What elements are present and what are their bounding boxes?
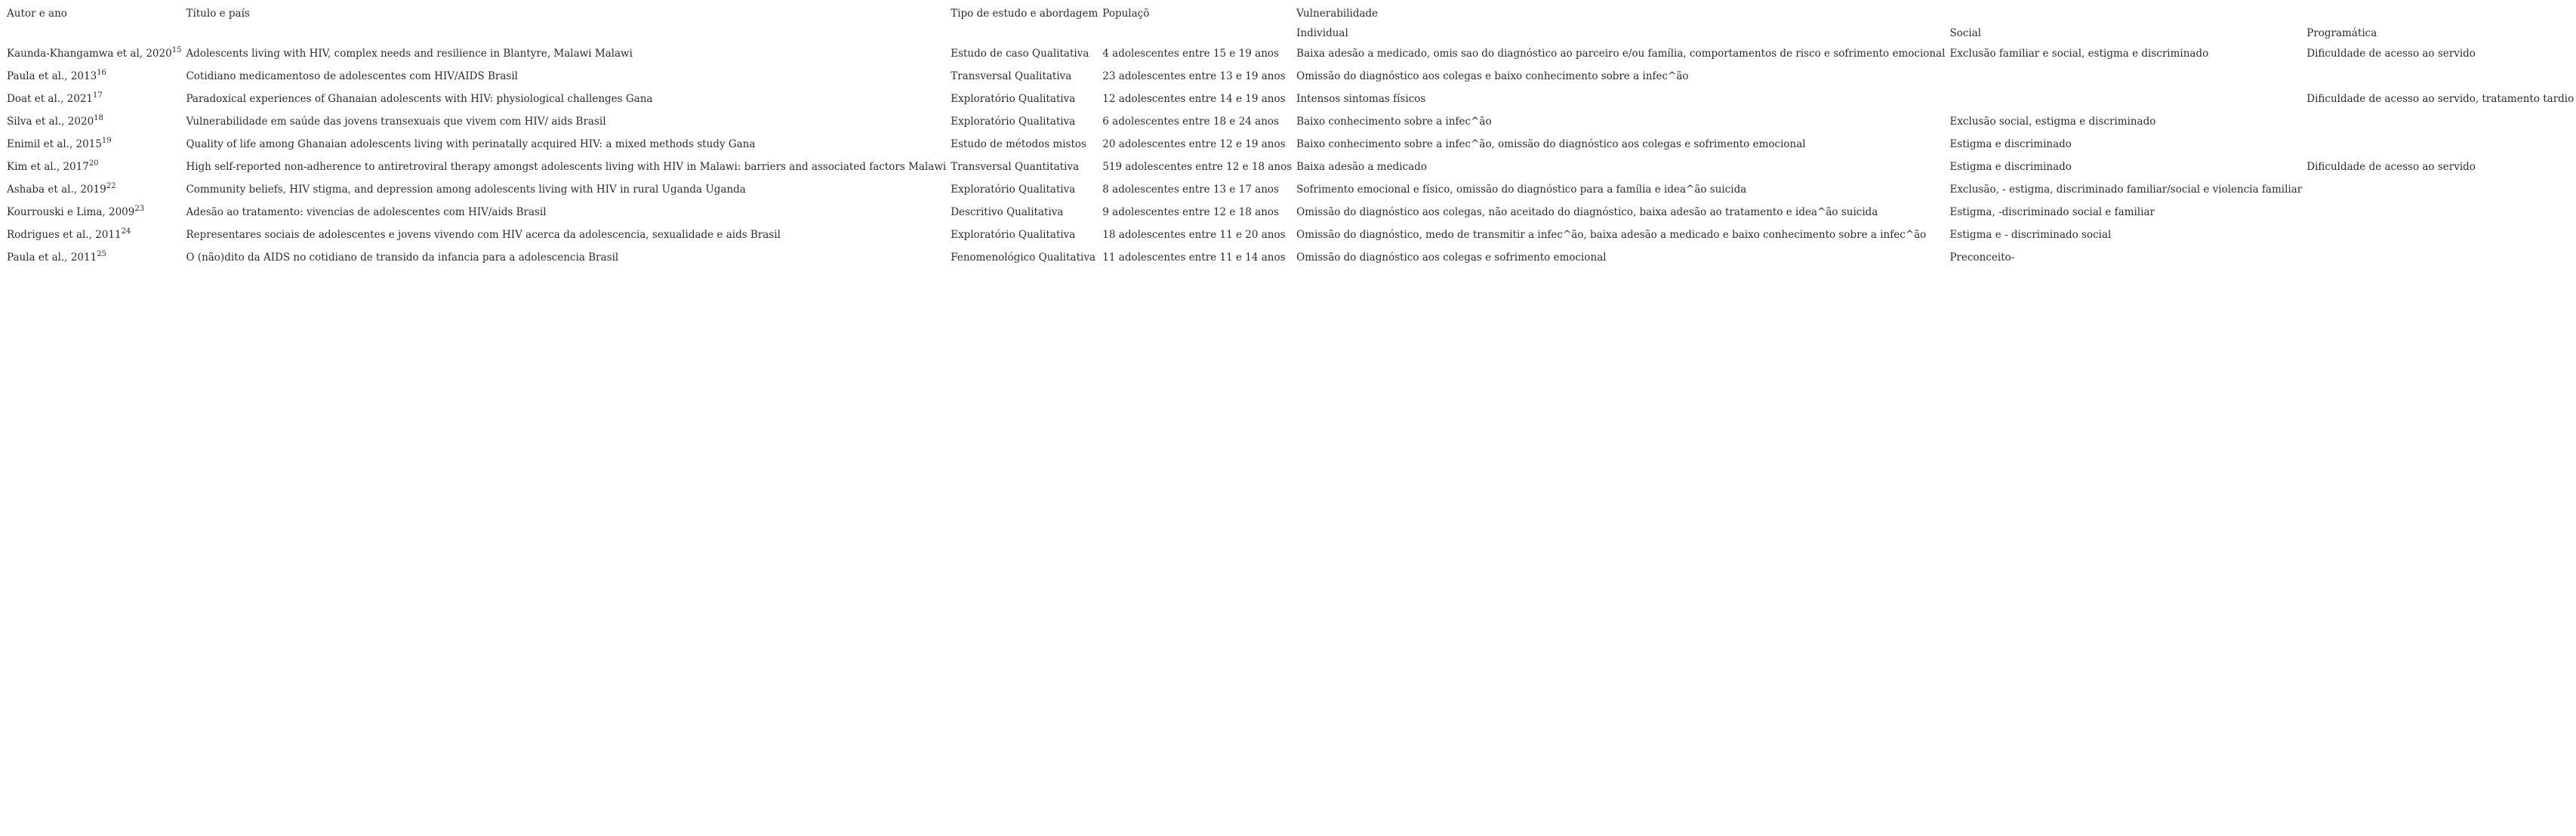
cell-titulo: Quality of life among Ghanaian adolescents living with perinatally acquired HIV: a mixed methods study Gana [186,138,756,150]
cell-individual: Intensos sintomas físicos [1296,93,1426,105]
header-populacao: Populaçõ [1102,8,1150,20]
cell-individual: Omissão do diagnóstico aos colegas, não aceitado do diagnóstico, baixa adesão ao tratamento e idea^ão suicida [1296,206,1878,218]
cell-social [1947,65,2304,88]
cell-autor [5,110,183,133]
cell-populacao: 20 adolescentes entre 12 e 19 anos [1102,138,1286,150]
cell-autor [5,133,183,156]
reference-number: 16 [97,68,106,77]
header-row [5,3,2576,24]
cell-social: Exclusão social, estigma e discriminado [1949,116,2156,128]
reference-number: 15 [171,45,182,54]
cell-social: Estigma e discriminado [1949,161,2072,173]
autor-text: Kaunda-Khangamwa et al, 2020 [7,48,172,60]
cell-individual: Baixa adesão a medicado [1296,161,1427,173]
cell-social [1947,88,2304,110]
autor-text: Kourrouski e Lima, 2009 [7,206,135,218]
cell-titulo: Paradoxical experiences of Ghanaian adolescents with HIV: physiological challenges Gana [186,93,653,105]
cell-titulo: Adesão ao tratamento: vivencias de adolescentes com HIV/aids Brasil [186,206,547,218]
cell-individual: Baixo conhecimento sobre a infec^ão, omissão do diagnóstico aos colegas e sofrimento emocional [1296,138,1806,150]
cell-titulo: High self-reported non-adherence to antiretroviral therapy amongst adolescents living with HIV in Malawi: barriers and associated factors Malawi [186,161,947,173]
cell-titulo: Cotidiano medicamentoso de adolescentes com HIV/AIDS Brasil [186,70,518,82]
cell-titulo: O (não)dito da AIDS no cotidiano de transido da infancia para a adolescencia Brasil [186,251,619,264]
cell-autor [5,178,183,201]
autor-text: Paula et al., 2011 [7,251,97,264]
cell-tipo: Estudo de caso Qualitativa [951,48,1089,60]
cell-individual: Baixo conhecimento sobre a infec^ão [1296,116,1492,128]
cell-programatica [2304,133,2576,156]
cell-populacao: 12 adolescentes entre 14 e 19 anos [1102,93,1286,105]
cell-programatica: Dificuldade de acesso ao servido [2306,48,2476,60]
reference-number: 17 [93,91,103,100]
table-row [5,110,2576,133]
subheader-spacer [1100,24,1294,42]
cell-individual: Baixa adesão a medicado, omis sao do diagnóstico ao parceiro e/ou família, comportamentos de risco e sofrimento emocional [1296,48,1946,60]
cell-tipo: Exploratório Qualitativa [951,116,1076,128]
cell-programatica [2304,178,2576,201]
cell-programatica [2304,246,2576,269]
table-row [5,178,2576,201]
cell-titulo: Adolescents living with HIV, complex needs and resilience in Blantyre, Malawi Malawi [186,48,633,60]
cell-tipo: Exploratório Qualitativa [951,229,1076,241]
cell-programatica: Dificuldade de acesso ao servido, tratamento tardio [2306,93,2574,105]
reference-number: 18 [94,113,103,122]
header-vulnerabilidade: Vulnerabilidade [1296,8,1379,20]
autor-text: Ashaba et al., 2019 [7,184,106,196]
cell-populacao: 519 adolescentes entre 12 e 18 anos [1102,161,1293,173]
autor-text: Rodrigues et al., 2011 [7,229,122,241]
cell-programatica [2304,201,2576,224]
table-row [5,246,2576,269]
table-row [5,65,2576,88]
cell-social: Estigma, -discriminado social e familiar [1949,206,2155,218]
cell-social: Estigma e - discriminado social [1949,229,2112,241]
autor-text: Kim et al., 2017 [7,161,89,173]
table-row [5,42,2576,65]
cell-tipo: Fenomenológico Qualitativa [951,251,1095,264]
header-titulo: Título e país [186,8,250,20]
reference-number: 24 [121,227,131,236]
reference-number: 19 [101,136,112,145]
table-row [5,156,2576,178]
cell-tipo: Descritivo Qualitativa [951,206,1064,218]
autor-text: Doat et al., 2021 [7,93,94,105]
autor-text: Paula et al., 2013 [7,70,97,82]
reference-number: 22 [106,181,116,190]
header-tipo: Tipo de estudo e abordagem [951,8,1098,20]
table-row [5,133,2576,156]
subheader-spacer [948,24,1100,42]
cell-populacao: 11 adolescentes entre 11 e 14 anos [1102,251,1286,264]
subheader-row [5,24,2576,42]
cell-autor [5,246,183,269]
cell-populacao: 9 adolescentes entre 12 e 18 anos [1102,206,1279,218]
cell-individual: Omissão do diagnóstico, medo de transmitir a infec^ão, baixa adesão a medicado e baixo conhecimento sobre a infec^ão [1296,229,1927,241]
cell-individual: Omissão do diagnóstico aos colegas e baixo conhecimento sobre a infec^ão [1296,70,1689,82]
cell-programatica [2304,110,2576,133]
cell-autor [5,201,183,224]
cell-populacao: 6 adolescentes entre 18 e 24 anos [1102,116,1279,128]
cell-social: Exclusão, - estigma, discriminado familiar/social e violencia familiar [1949,184,2303,196]
cell-individual: Omissão do diagnóstico aos colegas e sofrimento emocional [1296,251,1607,264]
cell-tipo: Exploratório Qualitativa [951,93,1076,105]
cell-titulo: Community beliefs, HIV stigma, and depression among adolescents living with HIV in rural Uganda Uganda [186,184,746,196]
cell-programatica [2304,224,2576,246]
cell-autor [5,156,183,178]
cell-titulo: Vulnerabilidade em saúde das jovens transexuais que vivem com HIV/ aids Brasil [186,116,606,128]
table-row [5,88,2576,110]
cell-social: Exclusão familiar e social, estigma e discriminado [1949,48,2209,60]
autor-text: Silva et al., 2020 [7,116,94,128]
table-row [5,224,2576,246]
reference-number: 20 [88,159,99,168]
header-social: Social [1949,27,1982,39]
cell-tipo: Transversal Quantitativa [951,161,1080,173]
cell-tipo: Estudo de métodos mistos [951,138,1086,150]
cell-autor [5,88,183,110]
cell-titulo: Representares sociais de adolescentes e jovens vivendo com HIV acerca da adolescencia, sexualidade e aids Brasil [186,229,781,241]
reference-number: 23 [134,204,145,213]
cell-tipo: Transversal Qualitativa [951,70,1072,82]
cell-social: Estigma e discriminado [1949,138,2072,150]
cell-autor [5,42,183,65]
cell-populacao: 4 adolescentes entre 15 e 19 anos [1102,48,1279,60]
cell-autor [5,65,183,88]
subheader-spacer [5,24,183,42]
header-programatica: Programática [2306,27,2377,39]
cell-populacao: 8 adolescentes entre 13 e 17 anos [1102,184,1279,196]
review-table [5,3,2576,269]
subheader-spacer [183,24,948,42]
autor-text: Enimil et al., 2015 [7,138,102,150]
header-autor: Autor e ano [7,8,67,20]
reference-number: 25 [97,249,106,258]
cell-individual: Sofrimento emocional e físico, omissão do diagnóstico para a família e idea^ão suicida [1296,184,1747,196]
cell-social: Preconceito- [1949,251,2015,264]
header-individual: Individual [1296,27,1348,39]
table-body [5,42,2576,269]
cell-autor [5,224,183,246]
table-row [5,201,2576,224]
cell-programatica [2304,65,2576,88]
cell-programatica: Dificuldade de acesso ao servido [2306,161,2476,173]
cell-populacao: 23 adolescentes entre 13 e 19 anos [1102,70,1286,82]
cell-populacao: 18 adolescentes entre 11 e 20 anos [1102,229,1286,241]
cell-tipo: Exploratório Qualitativa [951,184,1076,196]
